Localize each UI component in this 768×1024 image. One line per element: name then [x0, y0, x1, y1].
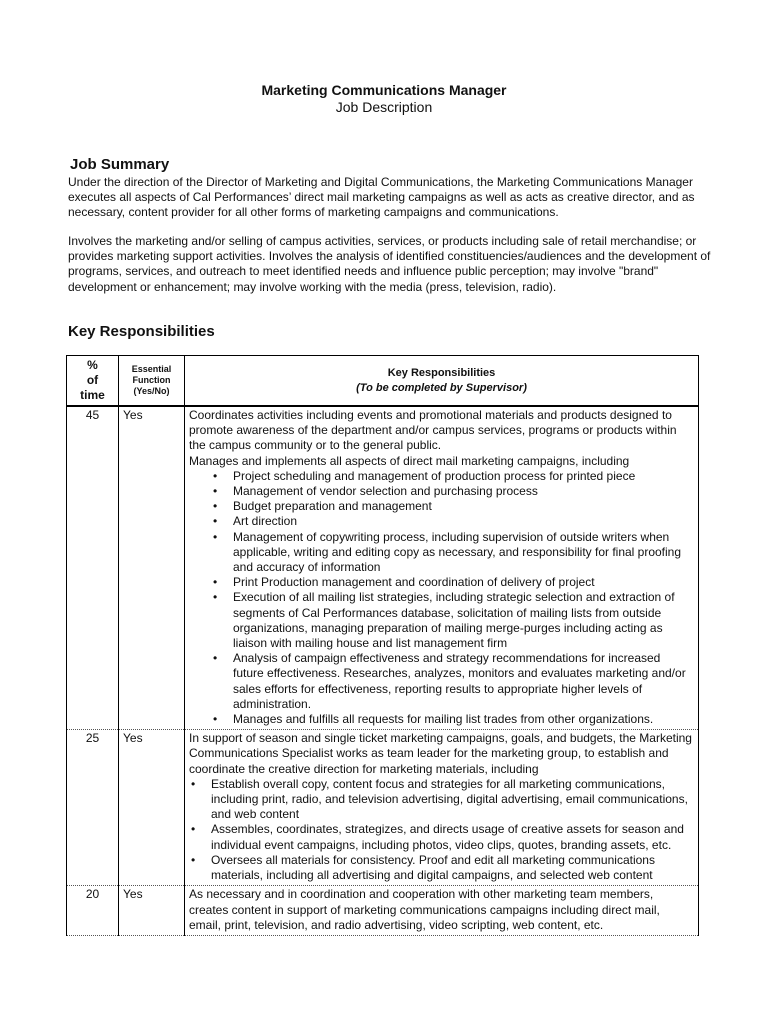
- essential-cell: Yes: [119, 886, 185, 936]
- header-ess-line2: Function: [132, 375, 171, 385]
- header-pct-line2: of: [86, 373, 99, 387]
- table-row: [67, 730, 699, 886]
- header-pct-line3: time: [80, 388, 105, 402]
- table-row: [67, 406, 699, 730]
- document-subtitle: Job Description: [335, 99, 433, 115]
- list-item: • Assembles, coordinates, strategizes, and directs usage of creative assets for season and individual event campaigns, including photos, video clips, quotes, branding assets, etc.: [211, 822, 694, 852]
- header-key-line1: Key Responsibilities: [387, 366, 496, 379]
- percent-cell: 45: [67, 406, 119, 730]
- list-item: • Management of copywriting process, including supervision of outside writers when applicable, writing and editing copy as necessary, and responsibility for final proofing and accuracy of information: [233, 530, 694, 576]
- percent-cell: 25: [67, 730, 119, 886]
- list-item: • Project scheduling and management of production process for printed piece: [233, 469, 694, 484]
- header-key-line2-text: (To be completed by Supervisor): [356, 381, 527, 394]
- document-title: Marketing Communications Manager: [261, 82, 507, 98]
- essential-cell: Yes: [119, 406, 185, 730]
- header-essential-function: [119, 356, 185, 407]
- table-header-row: [67, 356, 699, 407]
- responsibility-intro: Coordinates activities including events and promotional materials and products designed to promote awareness of the department and/or campus services, programs or products within the campus community or to the general public.: [189, 408, 677, 453]
- list-item: • Establish overall copy, content focus and strategies for all marketing communications, including print, radio, and television advertising, digital advertising, email communications, and web content: [211, 777, 694, 823]
- list-item: • Oversees all materials for consistency. Proof and edit all marketing communications materials, including all advertising and digital campaigns, and selected web content: [211, 853, 694, 883]
- responsibility-intro: In support of season and single ticket marketing campaigns, goals, and budgets, the Marketing Communications Specialist works as team leader for the marketing group, to establish and coordinate the creative direction for marketing materials, including: [189, 731, 692, 776]
- list-item: • Execution of all mailing list strategies, including strategic selection and extraction of segments of Cal Performances database, solicitation of mailing lists from outside organizations, managing preparation of mailing merge-purges including acting as liaison with mailing house and list management firm: [233, 590, 694, 651]
- job-summary-heading: Job Summary: [70, 156, 170, 173]
- header-key-line2: [188, 381, 695, 396]
- job-summary-paragraph-2: Involves the marketing and/or selling of campus activities, services, or products including sale of retail merchandise; or provides marketing support activities. Involves the analysis of identified constituencies/audiences and the development of programs, services, and outreach to meet identified needs and influence public perception; may involve "brand" development or enhancement; may involve working with the media (press, television, radio).: [68, 234, 711, 294]
- key-responsibilities-heading: Key Responsibilities: [68, 323, 215, 340]
- responsibility-bullet-list: [189, 469, 694, 727]
- responsibility-cell: [185, 730, 699, 886]
- responsibility-intro: As necessary and in coordination and cooperation with other marketing team members, creates content in support of marketing communications campaigns including direct mail, email, print, television, and radio advertising, video scripting, web content, etc.: [189, 887, 660, 932]
- list-item: • Management of vendor selection and purchasing process: [233, 484, 694, 499]
- header-ess-line1: Essential: [131, 364, 172, 374]
- header-pct-line1: %: [87, 358, 98, 372]
- header-ess-line3: (Yes/No): [133, 386, 170, 396]
- header-key-responsibilities: [185, 356, 699, 407]
- list-item: • Art direction: [233, 514, 694, 529]
- list-item: • Print Production management and coordination of delivery of project: [233, 575, 694, 590]
- percent-cell: 20: [67, 886, 119, 936]
- responsibility-cell: [185, 886, 699, 936]
- responsibility-bullet-list: [189, 777, 694, 883]
- responsibility-intro: Manages and implements all aspects of direct mail marketing campaigns, including: [189, 453, 630, 468]
- essential-cell: Yes: [119, 730, 185, 886]
- header-percent-of-time: [67, 356, 119, 407]
- list-item: • Manages and fulfills all requests for mailing list trades from other organizations.: [233, 712, 694, 727]
- list-item: • Analysis of campaign effectiveness and strategy recommendations for increased future effectiveness. Researches, analyzes, monitors and evaluates marketing and/or sales efforts for effectiveness, reporting results to appropriate higher levels of administration.: [233, 651, 694, 712]
- responsibilities-table: [66, 355, 699, 936]
- table-row: [67, 886, 699, 936]
- list-item: • Budget preparation and management: [233, 499, 694, 514]
- job-summary-paragraph-1: Under the direction of the Director of Marketing and Digital Communications, the Marketing Communications Manager executes all aspects of Cal Performances’ direct mail marketing campaigns as well as acts as creative director, and as necessary, content provider for all other forms of marketing campaigns and communications.: [68, 175, 695, 220]
- responsibility-cell: [185, 406, 699, 730]
